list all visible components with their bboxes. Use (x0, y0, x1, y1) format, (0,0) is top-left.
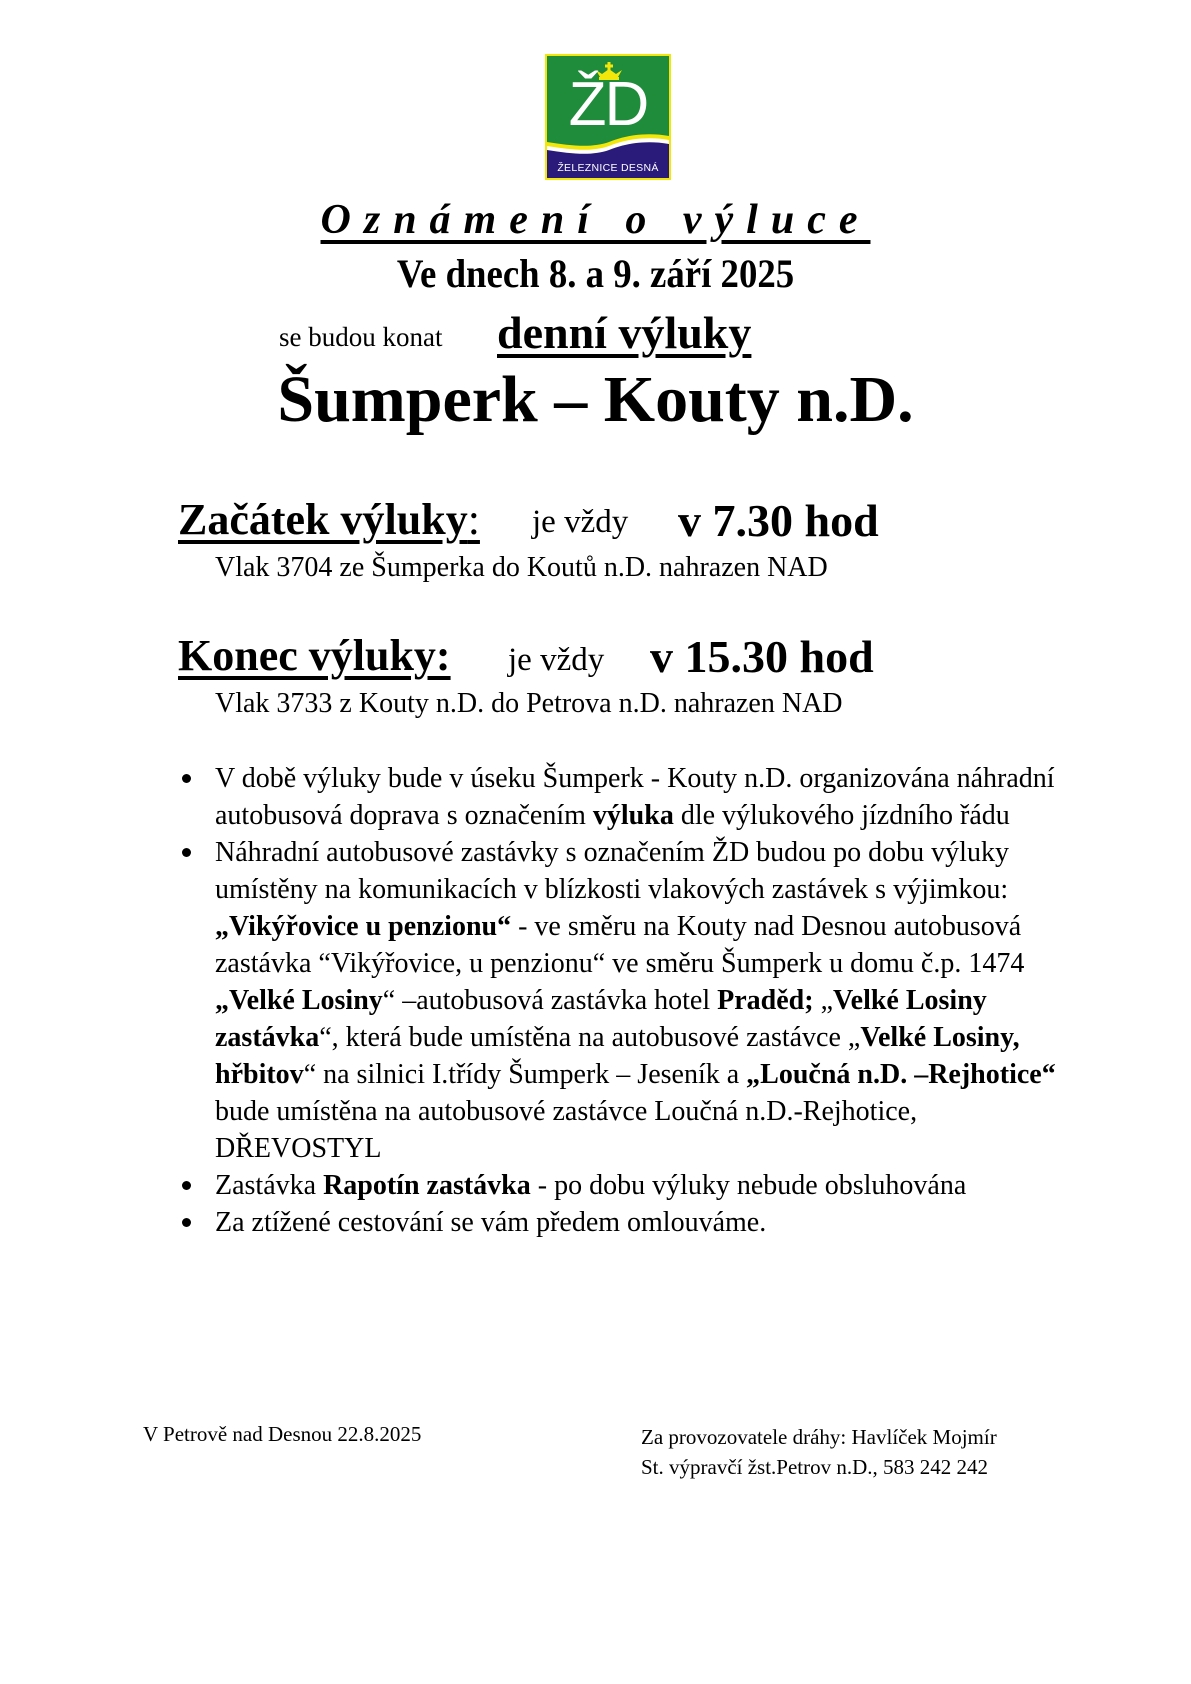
bold-text: „Loučná n.D. –Rejhotice“ (746, 1059, 1056, 1090)
bold-text: Praděd; (717, 985, 821, 1016)
signature-line-2: St. výpravčí žst.Petrov n.D., 583 242 242 (641, 1455, 989, 1479)
start-colon: : (467, 495, 480, 544)
text: bude umístěna na autobusové zastávce Loučná n.D.-Rejhotice, DŘEVOSTYL (215, 1096, 918, 1164)
start-time: v 7.30 hod (678, 495, 879, 546)
bullet-icon (182, 1181, 191, 1190)
closure-start (178, 494, 879, 546)
list-item (178, 1204, 1078, 1241)
text: dle výlukového jízdního řádu (673, 800, 1010, 831)
intro-text: se budou konat (279, 322, 443, 352)
notice-title-text: Oznámení o výluce (320, 197, 871, 243)
end-time: v 15.30 hod (650, 631, 874, 682)
signature-line-1: Za provozovatele dráhy: Havlíček Mojmír (641, 1425, 997, 1449)
logo-brand-text: ŽELEZNICE DESNÁ (557, 162, 659, 174)
start-detail: Vlak 3704 ze Šumperka do Koutů n.D. nahrazen NAD (215, 552, 828, 583)
bold-text: Rapotín zastávka (323, 1170, 531, 1201)
text: - po dobu výluky nebude obsluhována (530, 1170, 967, 1201)
text: “ na silnici I.třídy Šumperk – Jeseník a (303, 1059, 747, 1090)
closure-type: denní výluky (497, 307, 752, 358)
route-title: Šumperk – Kouty n.D. (277, 363, 914, 436)
bold-text: Velké Losiny, hřbitov (215, 1022, 1020, 1090)
closure-dates: Ve dnech 8. a 9. září 2025 (396, 251, 795, 296)
start-mid: je vždy (532, 504, 629, 540)
bullet-icon (182, 774, 191, 783)
text: - ve směru na Kouty nad Desnou autobusová zastávka “Vikýřovice, u penzionu“ ve směru Šumperk u domu č.p. 1474 (215, 911, 1025, 979)
end-detail: Vlak 3733 z Kouty n.D. do Petrova n.D. nahrazen NAD (215, 688, 843, 719)
closure-end (178, 630, 874, 682)
bullet-icon (182, 1218, 191, 1227)
text: Náhradní autobusové zastávky s označením ŽD budou po dobu výluky umístěny na komunikacích v blízkosti vlakových zastávek s výjimkou: (215, 837, 1009, 905)
signature (641, 1422, 997, 1482)
end-label: Konec výluky: (178, 631, 451, 680)
info-list (178, 760, 1078, 1241)
text: Zastávka (215, 1170, 324, 1201)
bullet-icon (182, 848, 191, 857)
start-label: Začátek výluky (178, 495, 468, 544)
bold-text: Velké Losiny zastávka (215, 985, 987, 1053)
list-item (178, 834, 1078, 1167)
bold-text: výluka (592, 800, 674, 831)
list-item (178, 760, 1078, 834)
text: V době výluky bude v úseku Šumperk - Kouty n.D. organizována náhradní autobusová doprava s označením (215, 763, 1055, 831)
bold-text: „Vikýřovice u penzionu“ (215, 911, 512, 942)
bold-text: „Velké Losiny (215, 985, 383, 1016)
text: “ –autobusová zastávka hotel (382, 985, 718, 1016)
text: “, která bude umístěna na autobusové zastávce „ (319, 1022, 861, 1053)
zd-logo (545, 54, 671, 180)
logo-letters: ŽD (568, 70, 648, 139)
notice-title (0, 196, 1191, 244)
list-item (178, 1167, 1078, 1204)
text: „ (820, 985, 833, 1016)
text: Za ztížené cestování se vám předem omlouváme. (215, 1207, 767, 1238)
end-mid: je vždy (508, 642, 605, 678)
place-date: V Petrově nad Desnou 22.8.2025 (143, 1422, 422, 1446)
